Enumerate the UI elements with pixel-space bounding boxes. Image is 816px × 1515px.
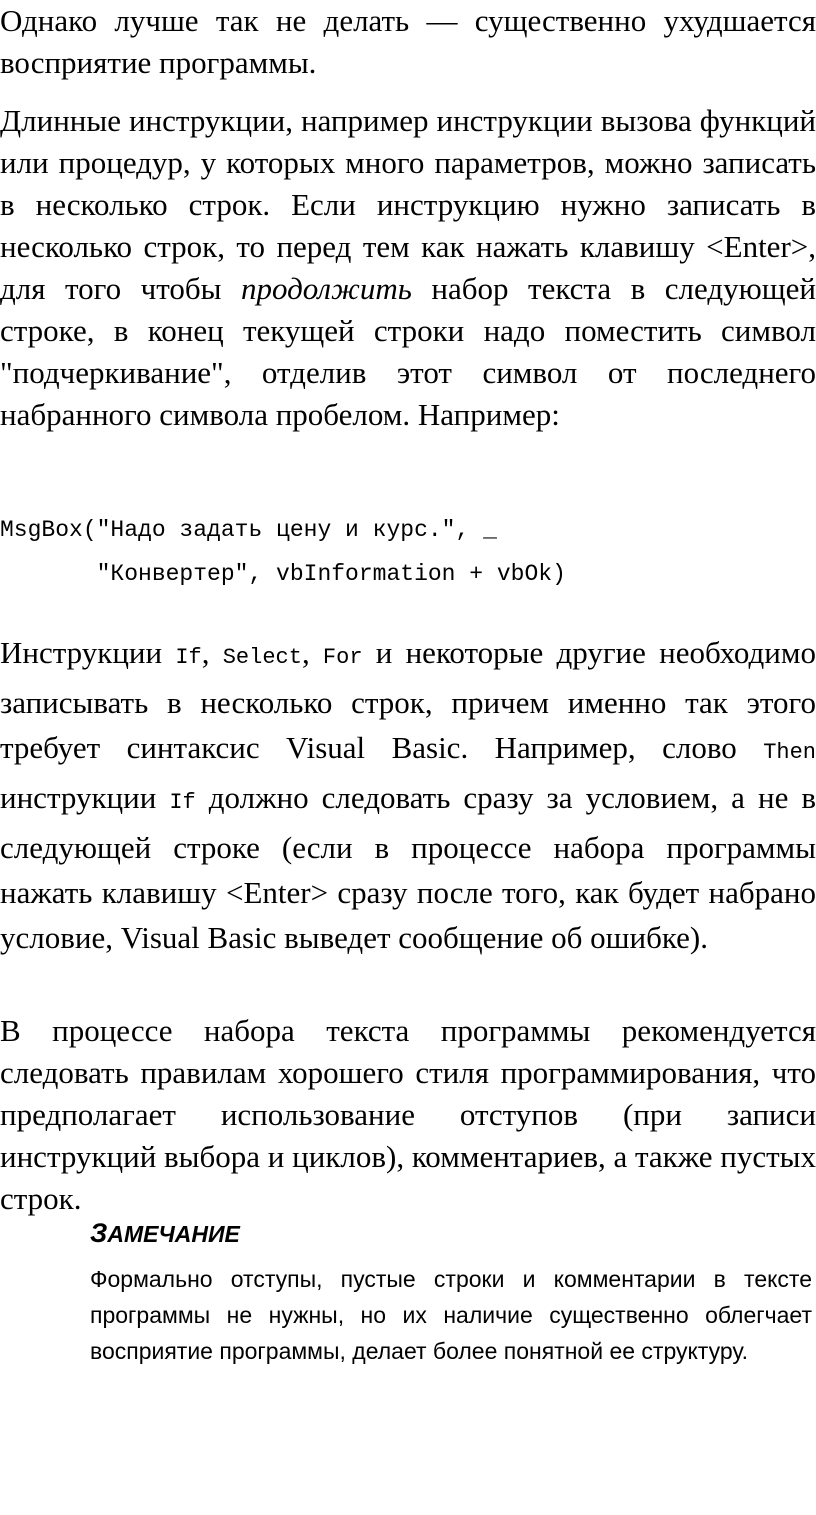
keyword-if: If <box>169 790 196 815</box>
code-example <box>0 508 816 596</box>
keyword-if: If <box>175 645 202 670</box>
paragraph-text: набор текста в следующей строке, в конец текущей строки надо поместить символ "подчеркивание", отделив этот символ от последнего набранного символа пробелом. Например: <box>0 271 816 432</box>
paragraph-text: , <box>301 635 323 670</box>
paragraph-warning: Однако лучше так не делать — существенно ухудшается восприятие программы. <box>0 3 816 80</box>
paragraph-text: должно следовать сразу за условием, а не в следующей строке (если в процессе набора программы нажать клавишу <Enter> сразу после того, как будет набрано условие, Visual Basic выведет сообщение об ошибке). <box>0 780 816 955</box>
paragraph-text: , <box>201 635 223 670</box>
emphasis-continue: продолжить <box>241 271 412 306</box>
code-line-1: MsgBox("Надо задать цену и курс.", _ <box>0 517 497 543</box>
paragraph-long-instructions <box>0 100 816 436</box>
note-block <box>90 1218 812 1369</box>
note-title-rest: АМЕЧАНИЕ <box>107 1221 240 1247</box>
keyword-for: For <box>322 645 363 670</box>
code-line-2: "Конвертер", vbInformation + vbOk) <box>0 561 566 587</box>
paragraph-text: и некоторые другие необходимо записывать в несколько строк, причем именно так этого требует синтаксис Visual Basic. Например, слово <box>0 635 816 765</box>
keyword-then: Then <box>763 740 816 765</box>
note-text: Формально отступы, пустые строки и комментарии в тексте программы не нужны, но их наличие существенно облегчает восприятие программы, делает более понятной ее структуру. <box>90 1266 812 1364</box>
note-title <box>90 1218 812 1249</box>
paragraph-text: Длинные инструкции, например инструкции вызова функций или процедур, у которых много параметров, можно записать в несколько строк. Если инструкцию нужно записать в несколько строк, то перед тем как нажать клавишу <Enter>, для того чтобы <box>0 103 816 306</box>
paragraph-text: Инструкции <box>0 635 176 670</box>
keyword-select: Select <box>222 645 302 670</box>
paragraph-multiline-instructions <box>0 630 816 960</box>
paragraph-text: инструкции <box>0 780 170 815</box>
paragraph-programming-style: В процессе набора текста программы рекомендуется следовать правилам хорошего стиля программирования, что предполагает использование отступов (при записи инструкций выбора и циклов), комментариев, а также пустых строк. <box>0 1013 816 1216</box>
note-title-initial: З <box>90 1218 108 1248</box>
